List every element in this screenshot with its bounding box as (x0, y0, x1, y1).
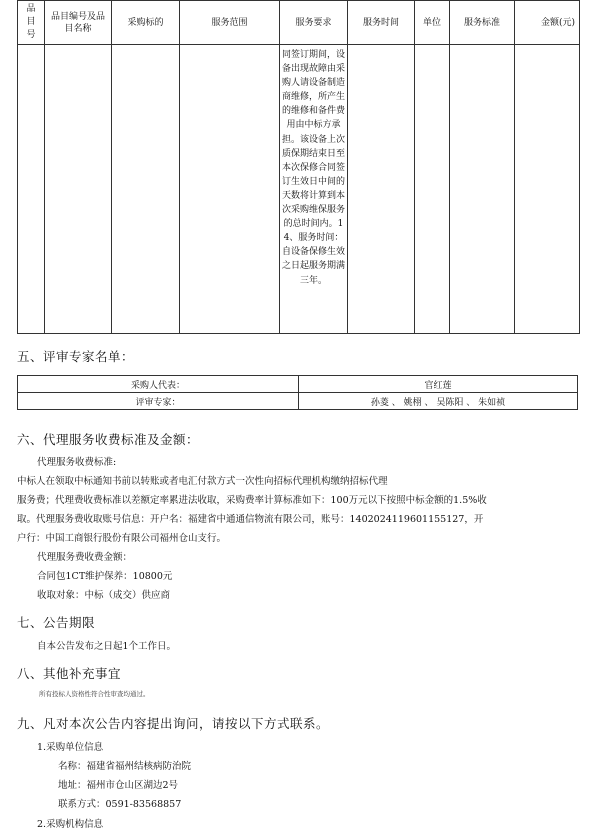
col-header-unit: 单位 (415, 1, 450, 45)
col-header-item-code-name: 品目编号及品目名称 (45, 1, 112, 45)
section9-heading: 九、凡对本次公告内容提出询问，请按以下方式联系。 (17, 716, 330, 731)
col-header-amount: 金额(元) (515, 1, 580, 45)
table-row (18, 393, 578, 410)
cell-service-standard (450, 45, 515, 334)
supplementary-text: 所有投标人资格性符合性审查均通过。 (39, 690, 150, 698)
cell-subject (112, 45, 180, 334)
agency-fee-paragraph-line: 服务费；代理费收费标准以差额定率累进法收取，采购费率计算标准如下：100万元以下按照中标金额的1.5%收 (17, 495, 487, 506)
purchaser-contact: 联系方式：0591-83568857 (58, 799, 182, 810)
cell-service-time (348, 45, 415, 334)
col-header-service-standard: 服务标准 (450, 1, 515, 45)
expert-value-purchaser: 官红莲 (299, 376, 578, 393)
agency-fee-payer: 收取对象：中标（成交）供应商 (37, 590, 171, 601)
expert-value-reviewers: 孙菱 、 姚栩 、 吴陈阳 、 朱如祯 (299, 393, 578, 410)
agency-fee-paragraph-line: 取。代理服务费收取账号信息：开户名：福建省中通通信物流有限公司，账号：1402024119601155127，开 (17, 514, 484, 525)
agency-fee-amount-label: 代理服务费收费金额： (37, 552, 133, 563)
cell-service-scope (180, 45, 280, 334)
section8-heading: 八、其他补充事宜 (17, 666, 122, 681)
expert-label-reviewers: 评审专家： (18, 393, 299, 410)
section6-heading: 六、代理服务收费标准及金额： (17, 432, 200, 447)
agency-fee-paragraph-line: 中标人在领取中标通知书前以转账或者电汇付款方式一次性向招标代理机构缴纳招标代理 (17, 476, 388, 487)
purchaser-name: 名称：福建省福州结核病防治院 (58, 761, 192, 772)
expert-label-purchaser: 采购人代表： (18, 376, 299, 393)
agency-fee-paragraph-line: 户行：中国工商银行股份有限公司福州仓山支行。 (17, 533, 227, 544)
section7-heading: 七、公告期限 (17, 615, 96, 630)
service-requirement-text: 同签订期间，设备出现故障由采购人请设备制造商维修，所产生的维修和备件费用由中标方承担。该设备上次质保期结束日至本次保修合同签订生效日中间的天数将计算到本次采购维保服务的总时间内。14、服务时间：自设备保修生效之日起服务期满三年。 (282, 50, 346, 286)
col-header-item-no: 品目号 (18, 1, 45, 45)
table-row (18, 45, 580, 334)
cell-item-no (18, 45, 45, 334)
cell-unit (415, 45, 450, 334)
announcement-period-text: 自本公告发布之日起1个工作日。 (37, 641, 177, 652)
table-row (18, 376, 578, 393)
cell-service-requirement (280, 45, 348, 334)
purchaser-address: 地址：福州市仓山区湖边2号 (58, 780, 179, 791)
col-header-service-scope: 服务范围 (180, 1, 280, 45)
expert-table (17, 375, 578, 410)
col-header-subject: 采购标的 (112, 1, 180, 45)
agency-fee-standard-label: 代理服务收费标准: (37, 457, 117, 468)
cell-item-code-name (45, 45, 112, 334)
cell-amount (515, 45, 580, 334)
procurement-table (17, 0, 580, 334)
section5-heading: 五、评审专家名单： (17, 349, 135, 364)
col-header-service-requirement: 服务要求 (280, 1, 348, 45)
col-header-service-time: 服务时间 (348, 1, 415, 45)
agency-fee-amount-value: 合同包1CT维护保养：10800元 (37, 571, 173, 582)
agency-info-subheading: 2.采购机构信息 (37, 819, 104, 830)
purchaser-info-subheading: 1.采购单位信息 (37, 742, 104, 753)
table-header-row (18, 1, 580, 45)
